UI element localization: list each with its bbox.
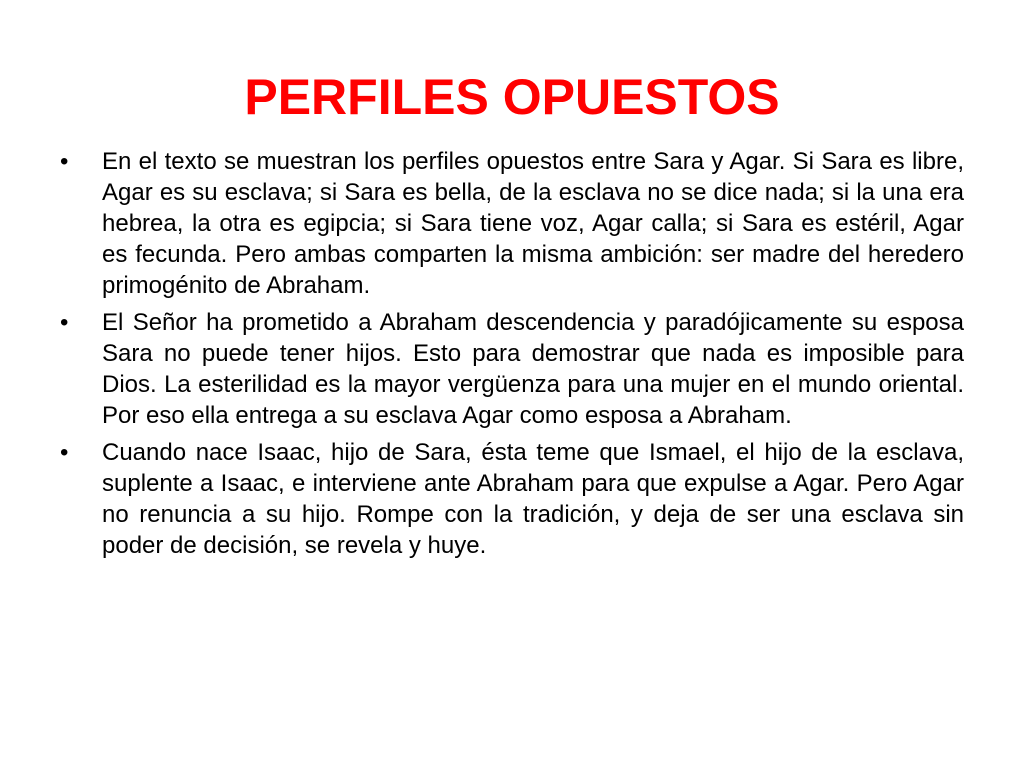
bullet-text-1: En el texto se muestran los perfiles opuestos entre Sara y Agar. Si Sara es libre, Agar es su esclava; si Sara es bella, de la esclava no se dice nada; si la una era hebrea, la otra es egipcia; si Sara tiene voz, Agar calla; si Sara es estéril, Agar es fecunda. Pero ambas comparten la misma ambición: ser madre del heredero primogénito de Abraham. (102, 148, 964, 299)
bullet-text-3: Cuando nace Isaac, hijo de Sara, ésta teme que Ismael, el hijo de la esclava, suplente a Isaac, e interviene ante Abraham para que expulse a Agar. Pero Agar no renuncia a su hijo. Rompe con la tradición, y deja de ser una esclava sin poder de decisión, se revela y huye. (102, 439, 964, 559)
bullet-text-2: El Señor ha prometido a Abraham descendencia y paradójicamente su esposa Sara no puede tener hijos. Esto para demostrar que nada es imposible para Dios. La esterilidad es la mayor vergüenza para una mujer en el mundo oriental. Por eso ella entrega a su esclava Agar como esposa a Abraham. (102, 309, 964, 429)
bullet-item-3 (60, 437, 964, 561)
bullet-item-2 (60, 307, 964, 431)
bullet-icon: • (60, 309, 69, 336)
slide-title: PERFILES OPUESTOS (244, 69, 780, 125)
bullet-item-1 (60, 146, 964, 301)
bullet-icon: • (60, 148, 69, 175)
bullet-list (60, 146, 964, 567)
bullet-icon: • (60, 439, 69, 466)
